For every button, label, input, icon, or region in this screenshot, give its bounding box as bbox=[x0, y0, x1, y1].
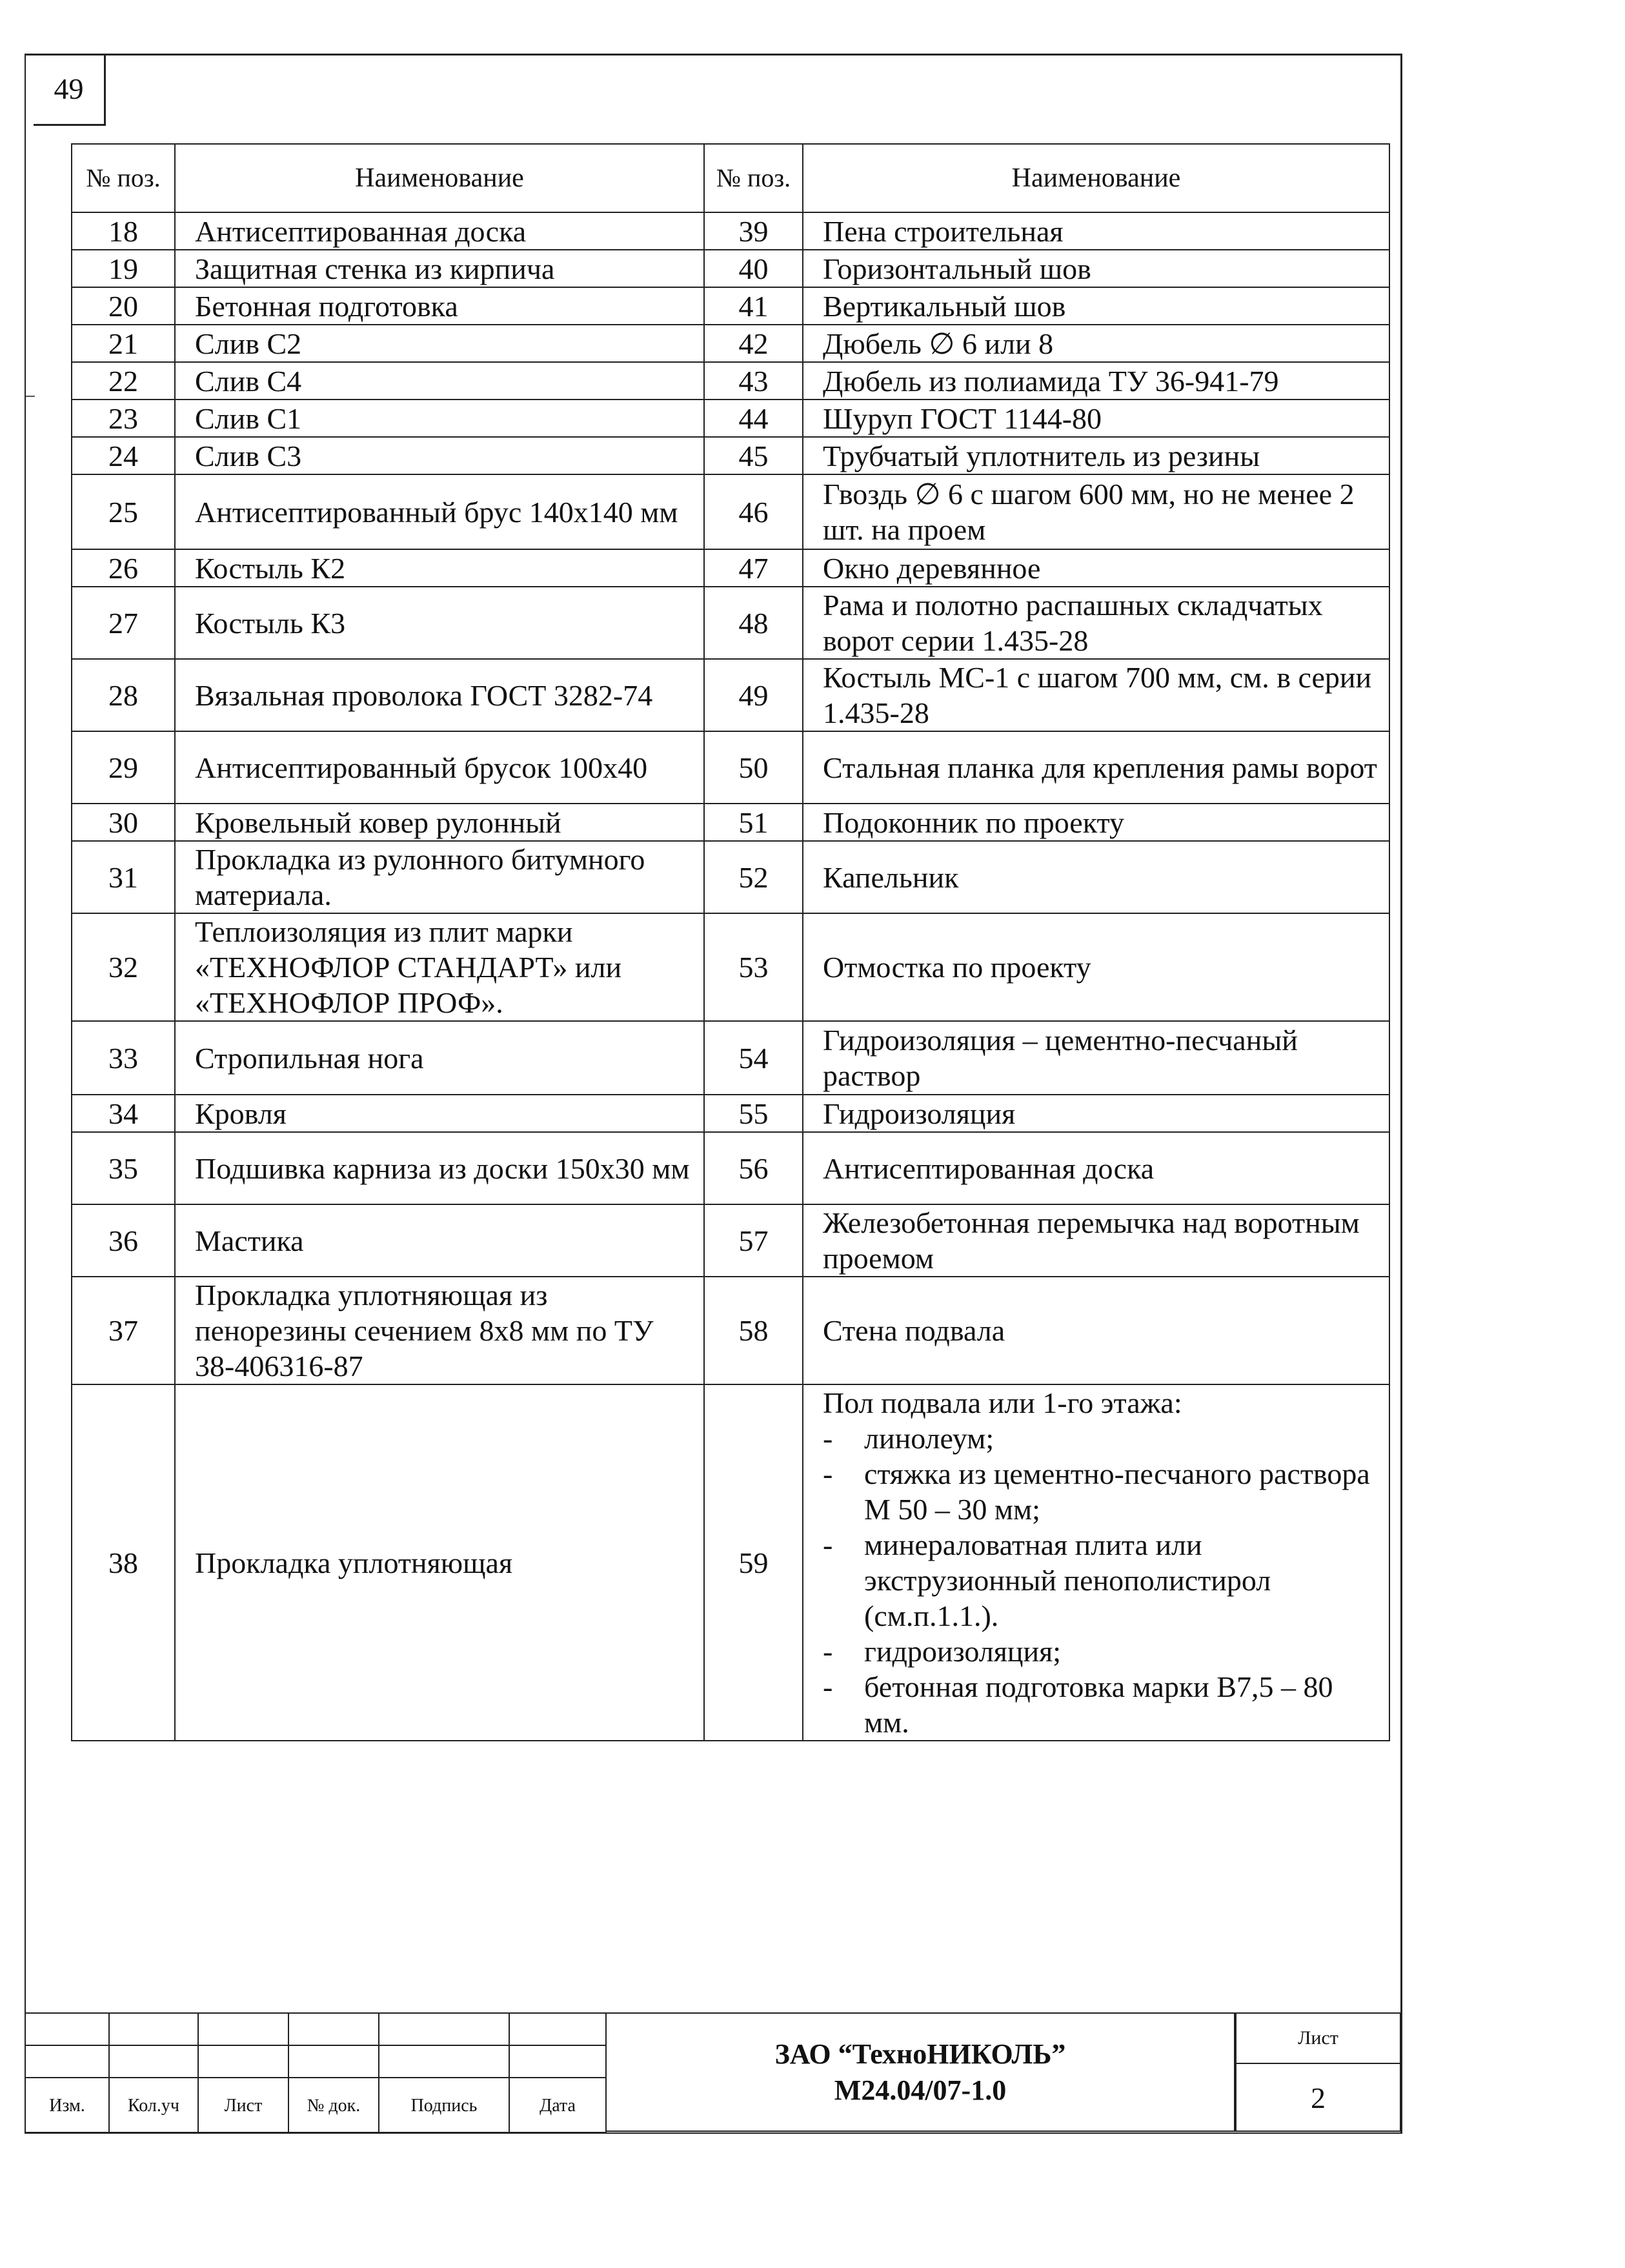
item-name: Антисептированная доска bbox=[803, 1132, 1389, 1204]
position-number: 44 bbox=[704, 400, 803, 437]
item-name: Подшивка карниза из доски 150х30 мм bbox=[175, 1132, 704, 1204]
sheet-number: 2 bbox=[1311, 2081, 1326, 2114]
position-number: 26 bbox=[72, 549, 175, 587]
item-name: Капельник bbox=[803, 841, 1389, 913]
item-name: Трубчатый уплотнитель из резины bbox=[803, 437, 1389, 474]
item-name: Антисептированная доска bbox=[175, 212, 704, 250]
sheet-label: Лист bbox=[1298, 2027, 1338, 2049]
revision-label: Изм. bbox=[25, 2077, 110, 2133]
position-number: 35 bbox=[72, 1132, 175, 1204]
item-name: Шуруп ГОСТ 1144-80 bbox=[803, 400, 1389, 437]
table-row bbox=[72, 913, 1389, 1021]
position-number: 40 bbox=[704, 250, 803, 287]
item-name: Слив С4 bbox=[175, 362, 704, 400]
table-row bbox=[72, 400, 1389, 437]
position-number: 24 bbox=[72, 437, 175, 474]
document-code: М24.04/07-1.0 bbox=[834, 2074, 1007, 2106]
revision-label: Лист bbox=[197, 2077, 289, 2133]
item-name: Стропильная нога bbox=[175, 1021, 704, 1095]
revision-cell bbox=[378, 2012, 510, 2046]
position-number: 46 bbox=[704, 474, 803, 549]
position-number: 53 bbox=[704, 913, 803, 1021]
position-number: 25 bbox=[72, 474, 175, 549]
position-number: 32 bbox=[72, 913, 175, 1021]
position-number: 54 bbox=[704, 1021, 803, 1095]
position-number: 48 bbox=[704, 587, 803, 659]
position-number: 30 bbox=[72, 804, 175, 841]
position-number: 45 bbox=[704, 437, 803, 474]
position-number: 47 bbox=[704, 549, 803, 587]
header-pos-right: № поз. bbox=[704, 144, 803, 212]
item-name: Костыль К3 bbox=[175, 587, 704, 659]
item-name: Пена строительная bbox=[803, 212, 1389, 250]
position-number: 49 bbox=[704, 659, 803, 731]
position-number: 27 bbox=[72, 587, 175, 659]
list-item: - минераловатная плита или экструзионный пенополистирол (см.п.1.1.). bbox=[823, 1527, 1382, 1634]
position-number: 37 bbox=[72, 1277, 175, 1384]
revision-cell bbox=[509, 2012, 607, 2046]
item-name: Антисептированный брус 140х140 мм bbox=[175, 474, 704, 549]
table-row bbox=[72, 437, 1389, 474]
position-number: 52 bbox=[704, 841, 803, 913]
item-name: Слив С1 bbox=[175, 400, 704, 437]
item-name: Прокладка из рулонного битумного материала. bbox=[175, 841, 704, 913]
revision-cell bbox=[108, 2012, 199, 2046]
position-number: 39 bbox=[704, 212, 803, 250]
revision-label: Дата bbox=[509, 2077, 607, 2133]
item-name: Бетонная подготовка bbox=[175, 287, 704, 325]
position-number: 58 bbox=[704, 1277, 803, 1384]
position-number: 50 bbox=[704, 731, 803, 804]
item-name: Слив С3 bbox=[175, 437, 704, 474]
revision-label: Кол.уч bbox=[108, 2077, 199, 2133]
page-number: 49 bbox=[34, 54, 106, 126]
list-item: - линолеум; bbox=[823, 1421, 1382, 1456]
revision-cell bbox=[288, 2045, 379, 2078]
item-name: Мастика bbox=[175, 1204, 704, 1277]
item-name: Дюбель ∅ 6 или 8 bbox=[803, 325, 1389, 362]
table-row bbox=[72, 325, 1389, 362]
revision-cell bbox=[108, 2045, 199, 2078]
position-number: 18 bbox=[72, 212, 175, 250]
table-header-row bbox=[72, 144, 1389, 212]
item-name: Подоконник по проекту bbox=[803, 804, 1389, 841]
item-name: Защитная стенка из кирпича bbox=[175, 250, 704, 287]
list-item: - бетонная подготовка марки В7,5 – 80 мм. bbox=[823, 1669, 1382, 1740]
item-name: Вертикальный шов bbox=[803, 287, 1389, 325]
table-row bbox=[72, 1204, 1389, 1277]
floor-composition bbox=[803, 1384, 1389, 1741]
item-name: Гвоздь ∅ 6 с шагом 600 мм, но не менее 2 шт. на проем bbox=[803, 474, 1389, 549]
revision-cell bbox=[25, 2012, 110, 2046]
header-name-left: Наименование bbox=[175, 144, 704, 212]
title-block-company bbox=[605, 2012, 1235, 2132]
revision-label: Подпись bbox=[378, 2077, 510, 2133]
position-number: 21 bbox=[72, 325, 175, 362]
margin-tick bbox=[26, 396, 35, 397]
revision-cell bbox=[378, 2045, 510, 2078]
position-number: 38 bbox=[72, 1384, 175, 1741]
item-name: Кровельный ковер рулонный bbox=[175, 804, 704, 841]
revision-cell bbox=[197, 2012, 289, 2046]
item-name: Окно деревянное bbox=[803, 549, 1389, 587]
item-name: Прокладка уплотняющая из пенорезины сечением 8х8 мм по ТУ 38-406316-87 bbox=[175, 1277, 704, 1384]
revision-cell bbox=[197, 2045, 289, 2078]
item-name: Отмостка по проекту bbox=[803, 913, 1389, 1021]
position-number: 23 bbox=[72, 400, 175, 437]
revision-cell bbox=[288, 2012, 379, 2046]
position-number: 22 bbox=[72, 362, 175, 400]
header-name-right: Наименование bbox=[803, 144, 1389, 212]
table-row bbox=[72, 587, 1389, 659]
table-row bbox=[72, 287, 1389, 325]
item-name: Стена подвала bbox=[803, 1277, 1389, 1384]
position-number: 55 bbox=[704, 1095, 803, 1132]
position-number: 42 bbox=[704, 325, 803, 362]
position-number: 20 bbox=[72, 287, 175, 325]
table-body bbox=[72, 212, 1389, 1741]
item-name: Антисептированный брусок 100х40 bbox=[175, 731, 704, 804]
item-name: Кровля bbox=[175, 1095, 704, 1132]
position-number: 19 bbox=[72, 250, 175, 287]
item-name: Гидроизоляция – цементно-песчаный раствор bbox=[803, 1021, 1389, 1095]
position-number: 31 bbox=[72, 841, 175, 913]
table-row bbox=[72, 1095, 1389, 1132]
title-block bbox=[25, 2012, 1401, 2132]
header-pos-left: № поз. bbox=[72, 144, 175, 212]
position-number: 57 bbox=[704, 1204, 803, 1277]
position-number: 36 bbox=[72, 1204, 175, 1277]
position-number: 56 bbox=[704, 1132, 803, 1204]
item-name: Дюбель из полиамида ТУ 36-941-79 bbox=[803, 362, 1389, 400]
position-number: 51 bbox=[704, 804, 803, 841]
table-row bbox=[72, 1132, 1389, 1204]
table-row bbox=[72, 659, 1389, 731]
table-row bbox=[72, 250, 1389, 287]
item-name: Костыль К2 bbox=[175, 549, 704, 587]
table-row bbox=[72, 841, 1389, 913]
table-row bbox=[72, 474, 1389, 549]
table-row bbox=[72, 212, 1389, 250]
position-number: 29 bbox=[72, 731, 175, 804]
company-name: ЗАО “ТехноНИКОЛЬ” bbox=[774, 2038, 1066, 2070]
position-number: 43 bbox=[704, 362, 803, 400]
item-name: Прокладка уплотняющая bbox=[175, 1384, 704, 1741]
table-row bbox=[72, 549, 1389, 587]
position-number: 34 bbox=[72, 1095, 175, 1132]
position-number: 28 bbox=[72, 659, 175, 731]
position-number: 59 bbox=[704, 1384, 803, 1741]
position-number: 33 bbox=[72, 1021, 175, 1095]
table-row bbox=[72, 804, 1389, 841]
item-name: Железобетонная перемычка над воротным проемом bbox=[803, 1204, 1389, 1277]
floor-composition-intro: Пол подвала или 1-го этажа: bbox=[823, 1386, 1182, 1419]
table-row bbox=[72, 731, 1389, 804]
item-name: Теплоизоляция из плит марки «ТЕХНОФЛОР СТАНДАРТ» или «ТЕХНОФЛОР ПРОФ». bbox=[175, 913, 704, 1021]
list-item: - гидроизоляция; bbox=[823, 1634, 1382, 1669]
table-row bbox=[72, 1384, 1389, 1741]
table-row bbox=[72, 362, 1389, 400]
revision-cell bbox=[509, 2045, 607, 2078]
position-number: 41 bbox=[704, 287, 803, 325]
item-name: Слив С2 bbox=[175, 325, 704, 362]
item-name: Горизонтальный шов bbox=[803, 250, 1389, 287]
revision-cell bbox=[25, 2045, 110, 2078]
item-name: Вязальная проволока ГОСТ 3282-74 bbox=[175, 659, 704, 731]
item-name: Стальная планка для крепления рамы ворот bbox=[803, 731, 1389, 804]
specification-table bbox=[71, 143, 1390, 1741]
floor-layers-list bbox=[823, 1421, 1382, 1740]
item-name: Гидроизоляция bbox=[803, 1095, 1389, 1132]
table-row bbox=[72, 1277, 1389, 1384]
item-name: Рама и полотно распашных складчатых ворот серии 1.435-28 bbox=[803, 587, 1389, 659]
table-row bbox=[72, 1021, 1389, 1095]
revision-label: № док. bbox=[288, 2077, 379, 2133]
item-name: Костыль МС-1 с шагом 700 мм, см. в серии 1.435-28 bbox=[803, 659, 1389, 731]
list-item: - стяжка из цементно-песчаного раствора М 50 – 30 мм; bbox=[823, 1456, 1382, 1527]
